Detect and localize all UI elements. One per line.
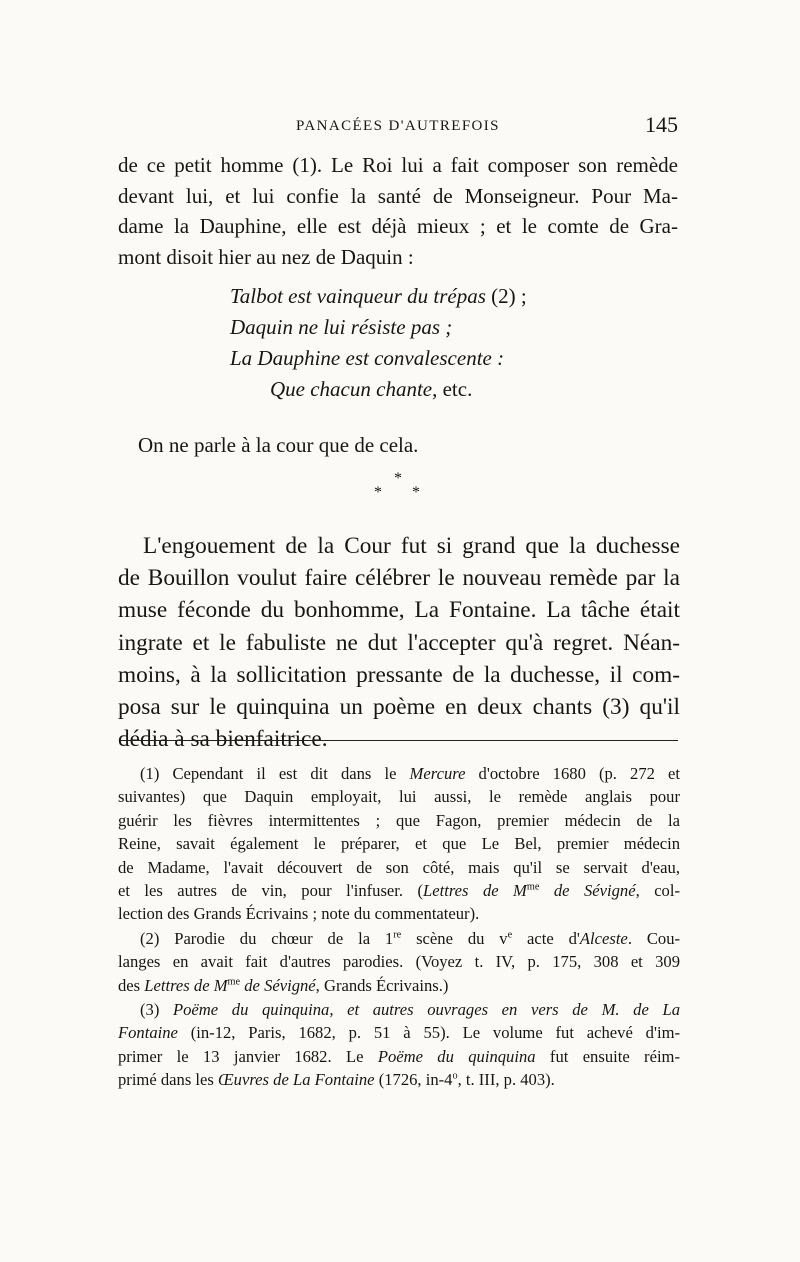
footnote-text: , col- (635, 881, 680, 901)
verse-footnote-ref: (2) ; (485, 284, 527, 308)
footnote-line: Reine, savait également le préparer, et que Le Bel, premier médecin (118, 834, 680, 854)
footnote-italic: Poëme du quinquina (377, 1046, 536, 1066)
asterism-separator (368, 470, 428, 506)
footnote-text: primé dans les (118, 1070, 219, 1090)
footnote-line (118, 927, 680, 950)
body-line: de ce petit homme (1). Le Roi lui a fait composer son remède (118, 153, 678, 177)
body-line: mont disoit hier au nez de Daquin : (118, 244, 414, 269)
footnote-text: . Cou- (627, 928, 681, 948)
footnote-text: (2) Parodie du chœur de la 1 (140, 928, 394, 948)
footnote-text: (1) Cependant il est dit dans le (140, 764, 410, 783)
footnote-italic: Lettres de M (423, 881, 527, 901)
footnote-line: langes en avait fait d'autres parodies. (Voyez t. IV, p. 175, 308 et 309 (118, 952, 680, 972)
footnote-text: et les autres de vin, pour l'infuser. ( (118, 881, 424, 901)
footnote-italic: Lettres de M (144, 975, 228, 995)
footnote-line (118, 1045, 680, 1068)
section-line: ingrate et le fabuliste ne dut l'accepter qu'à regret. Néan- (118, 629, 680, 656)
superscript: e (507, 929, 513, 941)
main-paragraph (118, 150, 678, 272)
footnote-italic: de Sévigné (539, 881, 636, 901)
superscript: me (526, 881, 540, 893)
footnote-text: d'octobre 1680 (p. 272 et (465, 764, 680, 783)
footnote-text: primer le 13 janvier 1682. Le (118, 1046, 378, 1066)
footnote-italic: Alceste (579, 928, 628, 948)
verse-text: Talbot est vainqueur du trépas (230, 284, 486, 308)
body-line: dame la Dauphine, elle est déjà mieux ; et le comte de Gra- (118, 214, 678, 238)
footnote-text: acte d' (512, 928, 580, 948)
footnote-line: suivantes) que Daquin employait, lui aussi, le remède anglais pour (118, 787, 680, 807)
footnote-text: (3) (140, 1000, 173, 1020)
running-title: PANACÉES D'AUTREFOIS (296, 118, 500, 134)
verse-line (230, 281, 650, 312)
closing-sentence: On ne parle à la cour que de cela. (138, 433, 419, 457)
section-line: de Bouillon voulut faire célébrer le nouveau remède par la (118, 565, 680, 592)
verse-text: Que chacun chante, (270, 377, 438, 401)
footnote-text: (in-12, Paris, 1682, p. 51 à 55). Le volume fut achevé d'im- (177, 1023, 680, 1043)
footnote-line (118, 974, 680, 997)
asterism-star: * (374, 484, 382, 501)
section-line: dédia à sa bienfaitrice. (118, 726, 328, 753)
verse-line: Daquin ne lui résiste pas ; (230, 315, 453, 339)
footnote-italic: Œuvres de La Fontaine (218, 1070, 375, 1090)
footnote-italic: Fontaine (118, 1023, 178, 1043)
footnote-text: , Grands Écrivains.) (315, 975, 449, 995)
footnote-rule (120, 740, 678, 741)
footnote-text: , t. III, p. 403). (457, 1070, 555, 1090)
page-header (118, 112, 678, 146)
footnote-text: fut ensuite réim- (535, 1046, 680, 1066)
footnote-italic: Poëme du quinquina, et autres ouvrages en vers de M. de La (173, 1000, 680, 1020)
superscript: me (227, 976, 241, 988)
footnote-line (118, 1068, 680, 1091)
asterism-star: * (394, 470, 402, 487)
footnote-line (118, 879, 680, 902)
footnote-italic: de Sévigné (240, 975, 316, 995)
section-line: posa sur le quinquina un poème en deux chants (3) qu'il (118, 694, 680, 721)
footnote-1 (118, 762, 680, 926)
footnote-line (118, 1021, 680, 1044)
footnote-line (118, 998, 680, 1021)
section-line: muse féconde du bonhomme, La Fontaine. La tâche était (118, 597, 680, 624)
verse-etc: etc. (437, 377, 473, 401)
section-line: L'engouement de la Cour fut si grand que la duchesse (143, 533, 680, 559)
verse-line: La Dauphine est convalescente : (230, 346, 505, 370)
footnote-text: (1726, in-4 (374, 1070, 453, 1090)
footnote-text: des (118, 975, 145, 995)
footnote-text: scène du v (401, 928, 508, 948)
section-paragraph (118, 530, 680, 755)
footnote-2 (118, 927, 680, 997)
verse-line (230, 374, 650, 405)
footnote-line: guérir les fièvres intermittentes ; que Fagon, premier médecin de la (118, 810, 680, 830)
footnote-3 (118, 998, 680, 1092)
asterism-star: * (412, 484, 420, 501)
page-number: 145 (645, 112, 678, 137)
footnotes (118, 762, 680, 1093)
footnote-line: lection des Grands Écrivains ; note du commentateur). (118, 904, 480, 924)
footnote-italic: Mercure (409, 764, 466, 783)
footnote-line (118, 762, 680, 785)
superscript: re (393, 929, 402, 941)
superscript: o (452, 1070, 458, 1082)
verse-block (230, 281, 650, 405)
footnote-line: de Madame, l'avait découvert de son côté, mais qu'il se servait d'eau, (118, 857, 680, 877)
section-line: moins, à la sollicitation pressante de la duchesse, il com- (118, 661, 680, 688)
body-line: devant lui, et lui confie la santé de Monseigneur. Pour Ma- (118, 183, 678, 208)
